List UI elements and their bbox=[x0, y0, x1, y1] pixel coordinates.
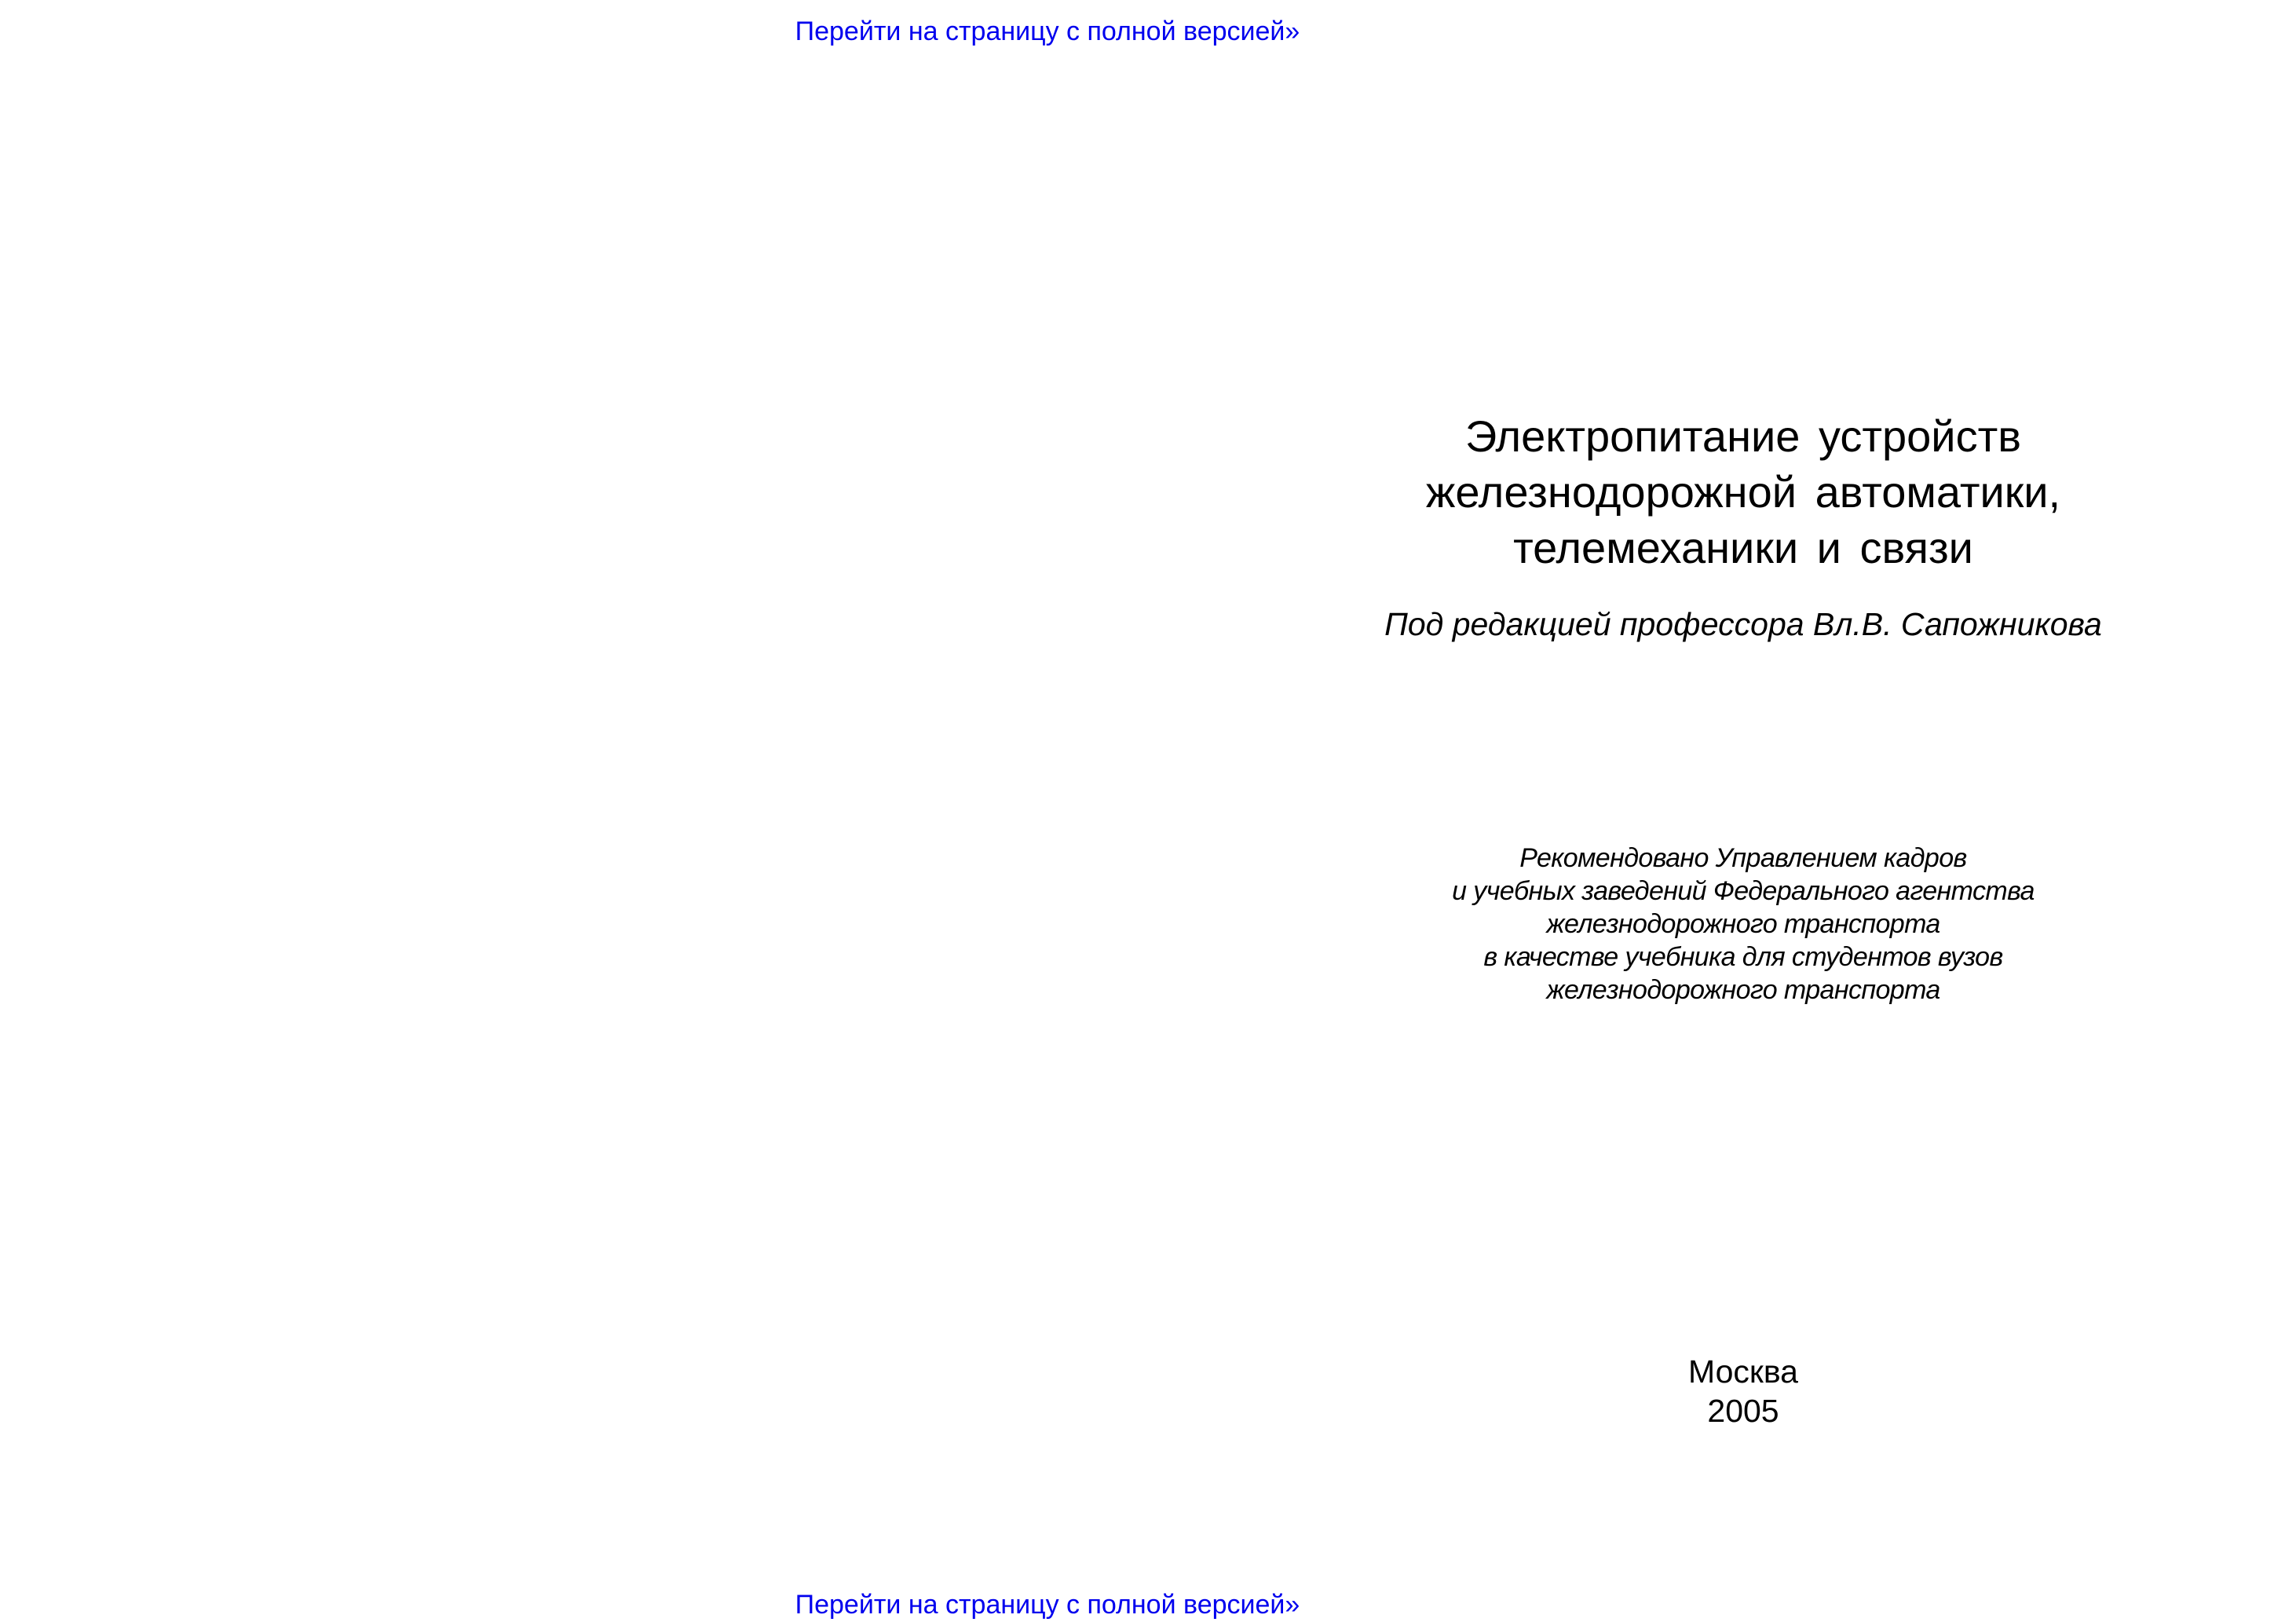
recommendation-line-1: Рекомендовано Управлением кадров bbox=[1519, 843, 1967, 873]
book-title-line-2: железнодорожной автоматики, bbox=[1425, 467, 2061, 517]
book-title-line-3: телемеханики и связи bbox=[1513, 523, 1973, 572]
imprint-city: Москва bbox=[1688, 1353, 1798, 1390]
recommendation-line-5: железнодорожного транспорта bbox=[1546, 975, 1940, 1005]
recommendation-line-2: и учебных заведений Федерального агентства bbox=[1452, 876, 2035, 906]
editor-credit: Под редакцией профессора Вл.В. Сапожникова bbox=[1384, 606, 2102, 642]
full-version-link-bottom[interactable] bbox=[0, 1589, 2296, 1620]
recommendation-line-3: железнодорожного транспорта bbox=[1546, 909, 1940, 939]
full-version-link-top-text[interactable]: Перейти на страницу с полной версией» bbox=[795, 16, 1300, 46]
imprint bbox=[1327, 1352, 2159, 1430]
recommendation-note bbox=[1327, 842, 2159, 1006]
book-title-line-1: Электропитание устройств bbox=[1465, 411, 2021, 461]
imprint-year: 2005 bbox=[1707, 1393, 1779, 1429]
recommendation-line-4: в качестве учебника для студентов вузов bbox=[1483, 942, 2003, 972]
book-title bbox=[1327, 408, 2159, 575]
full-version-link-bottom-text[interactable]: Перейти на страницу с полной версией» bbox=[795, 1590, 1300, 1620]
title-page bbox=[1327, 0, 2159, 1622]
